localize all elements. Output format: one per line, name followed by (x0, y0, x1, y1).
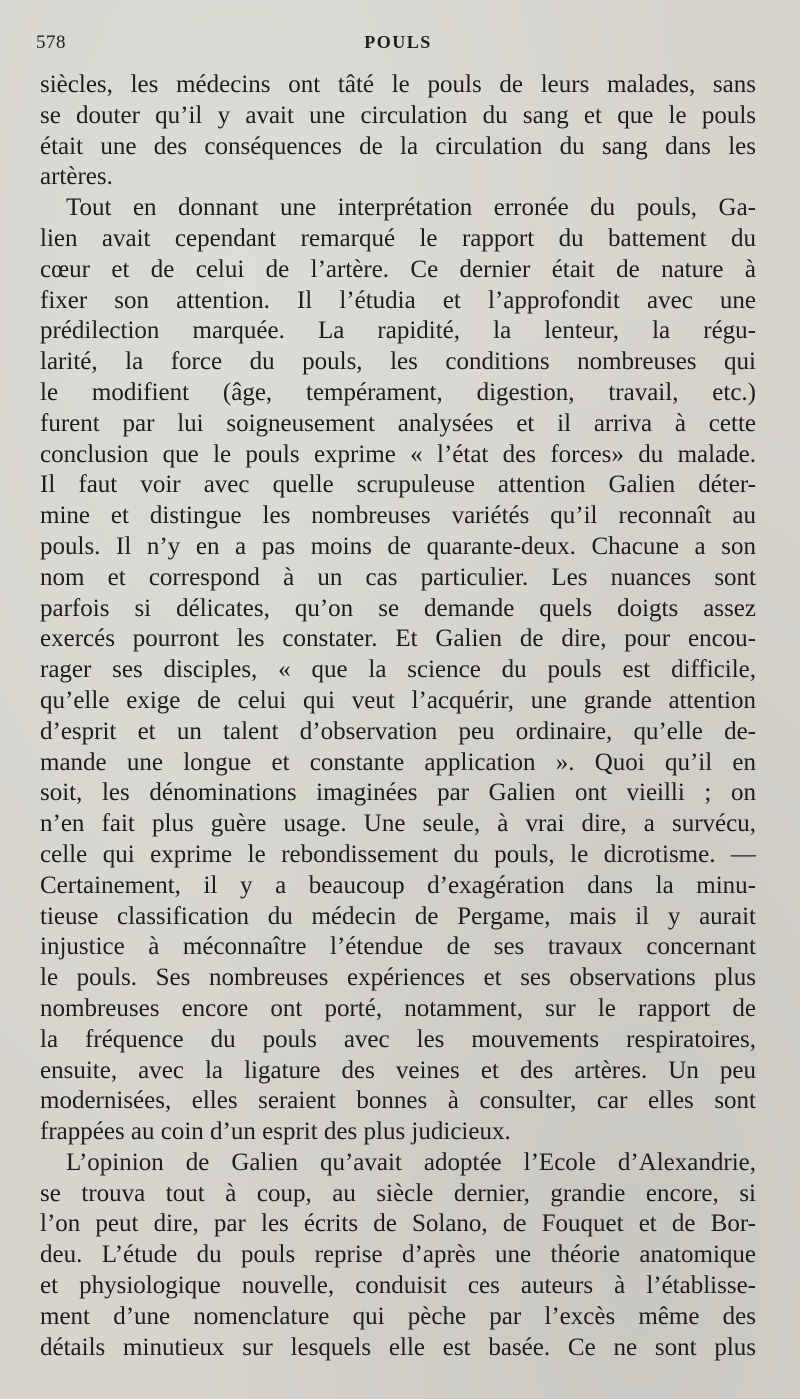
text-line: deu. L’étude du pouls reprise d’après une théorie anatomique (40, 1241, 756, 1269)
text-line: injustice à méconnaître l’étendue de ses travaux concernant (40, 933, 756, 961)
text-line: rager ses disciples, « que la science du pouls est difficile, (40, 656, 756, 684)
text-line: se douter qu’il y avait une circulation du sang et que le pouls (40, 101, 756, 129)
text-line: nombreuses encore ont porté, notamment, sur le rapport de (40, 994, 756, 1022)
text-line: nom et correspond à un cas particulier. Les nuances sont (40, 563, 756, 591)
text-line: Tout en donnant une interprétation erronée du pouls, Ga- (66, 194, 756, 222)
text-line: parfois si délicates, qu’on se demande quels doigts assez (40, 594, 756, 622)
text-line: lien avait cependant remarqué le rapport du battement du (40, 224, 756, 252)
text-line: conclusion que le pouls exprime « l’état des forces» du malade. (40, 440, 756, 468)
text-line: soit, les dénominations imaginées par Galien ont vieilli ; on (40, 779, 756, 807)
paragraph (40, 70, 756, 193)
text-line: furent par lui soigneusement analysées et il arriva à cette (40, 409, 756, 437)
body-text (40, 70, 756, 1363)
text-line: d’esprit et un talent d’observation peu ordinaire, qu’elle de- (40, 717, 756, 745)
text-line: frappées au coin d’un esprit des plus judicieux. (40, 1118, 511, 1146)
text-line: fixer son attention. Il l’étudia et l’approfondit avec une (40, 286, 756, 314)
text-line: le pouls. Ses nombreuses expériences et ses observations plus (40, 964, 756, 992)
text-line: Certainement, il y a beaucoup d’exagération dans la minu- (40, 871, 756, 899)
text-line: pouls. Il n’y en a pas moins de quarante-deux. Chacune a son (40, 532, 756, 560)
text-line: siècles, les médecins ont tâté le pouls de leurs malades, sans (40, 71, 756, 98)
text-line: celle qui exprime le rebondissement du pouls, le dicrotisme. — (40, 840, 756, 868)
running-head: POULS (364, 32, 432, 52)
text-line: ment d’une nomenclature qui pèche par l’excès même des (40, 1302, 756, 1330)
page-number: 578 (36, 32, 66, 53)
text-line: était une des conséquences de la circulation du sang dans les (40, 132, 756, 160)
text-line: se trouva tout à coup, au siècle dernier, grandie encore, si (40, 1179, 756, 1207)
text-line: exercés pourront les constater. Et Galien de dire, pour encou- (40, 625, 756, 653)
text-line: Il faut voir avec quelle scrupuleuse attention Galien déter- (40, 471, 756, 499)
text-line: détails minutieux sur lesquels elle est basée. Ce ne sont plus (40, 1333, 756, 1361)
text-line: n’en fait plus guère usage. Une seule, à vrai dire, a survécu, (40, 810, 756, 838)
text-line: modernisées, elles seraient bonnes à consulter, car elles sont (40, 1087, 756, 1115)
text-line: mande une longue et constante application ». Quoi qu’il en (40, 748, 756, 776)
text-line: mine et distingue les nombreuses variétés qu’il reconnaît au (40, 502, 756, 530)
text-line: le modifient (âge, tempérament, digestion, travail, etc.) (40, 378, 756, 406)
text-line: ensuite, avec la ligature des veines et des artères. Un peu (40, 1056, 756, 1084)
text-line: et physiologique nouvelle, conduisit ces auteurs à l’établisse- (40, 1272, 756, 1300)
paragraph (40, 193, 756, 1148)
text-line: prédilection marquée. La rapidité, la lenteur, la régu- (40, 317, 756, 345)
text-line: la fréquence du pouls avec les mouvements respiratoires, (40, 1025, 756, 1053)
page-header (36, 32, 760, 56)
text-line: cœur et de celui de l’artère. Ce dernier était de nature à (40, 255, 756, 283)
text-line: artères. (40, 163, 113, 191)
paragraph (40, 1148, 756, 1364)
text-line: qu’elle exige de celui qui veut l’acquérir, une grande attention (40, 686, 756, 714)
text-line: L’opinion de Galien qu’avait adoptée l’Ecole d’Alexandrie, (66, 1148, 756, 1176)
text-line: l’on peut dire, par les écrits de Solano, de Fouquet et de Bor- (40, 1210, 756, 1238)
text-line: larité, la force du pouls, les conditions nombreuses qui (40, 348, 756, 376)
text-line: tieuse classification du médecin de Pergame, mais il y aurait (40, 902, 756, 930)
